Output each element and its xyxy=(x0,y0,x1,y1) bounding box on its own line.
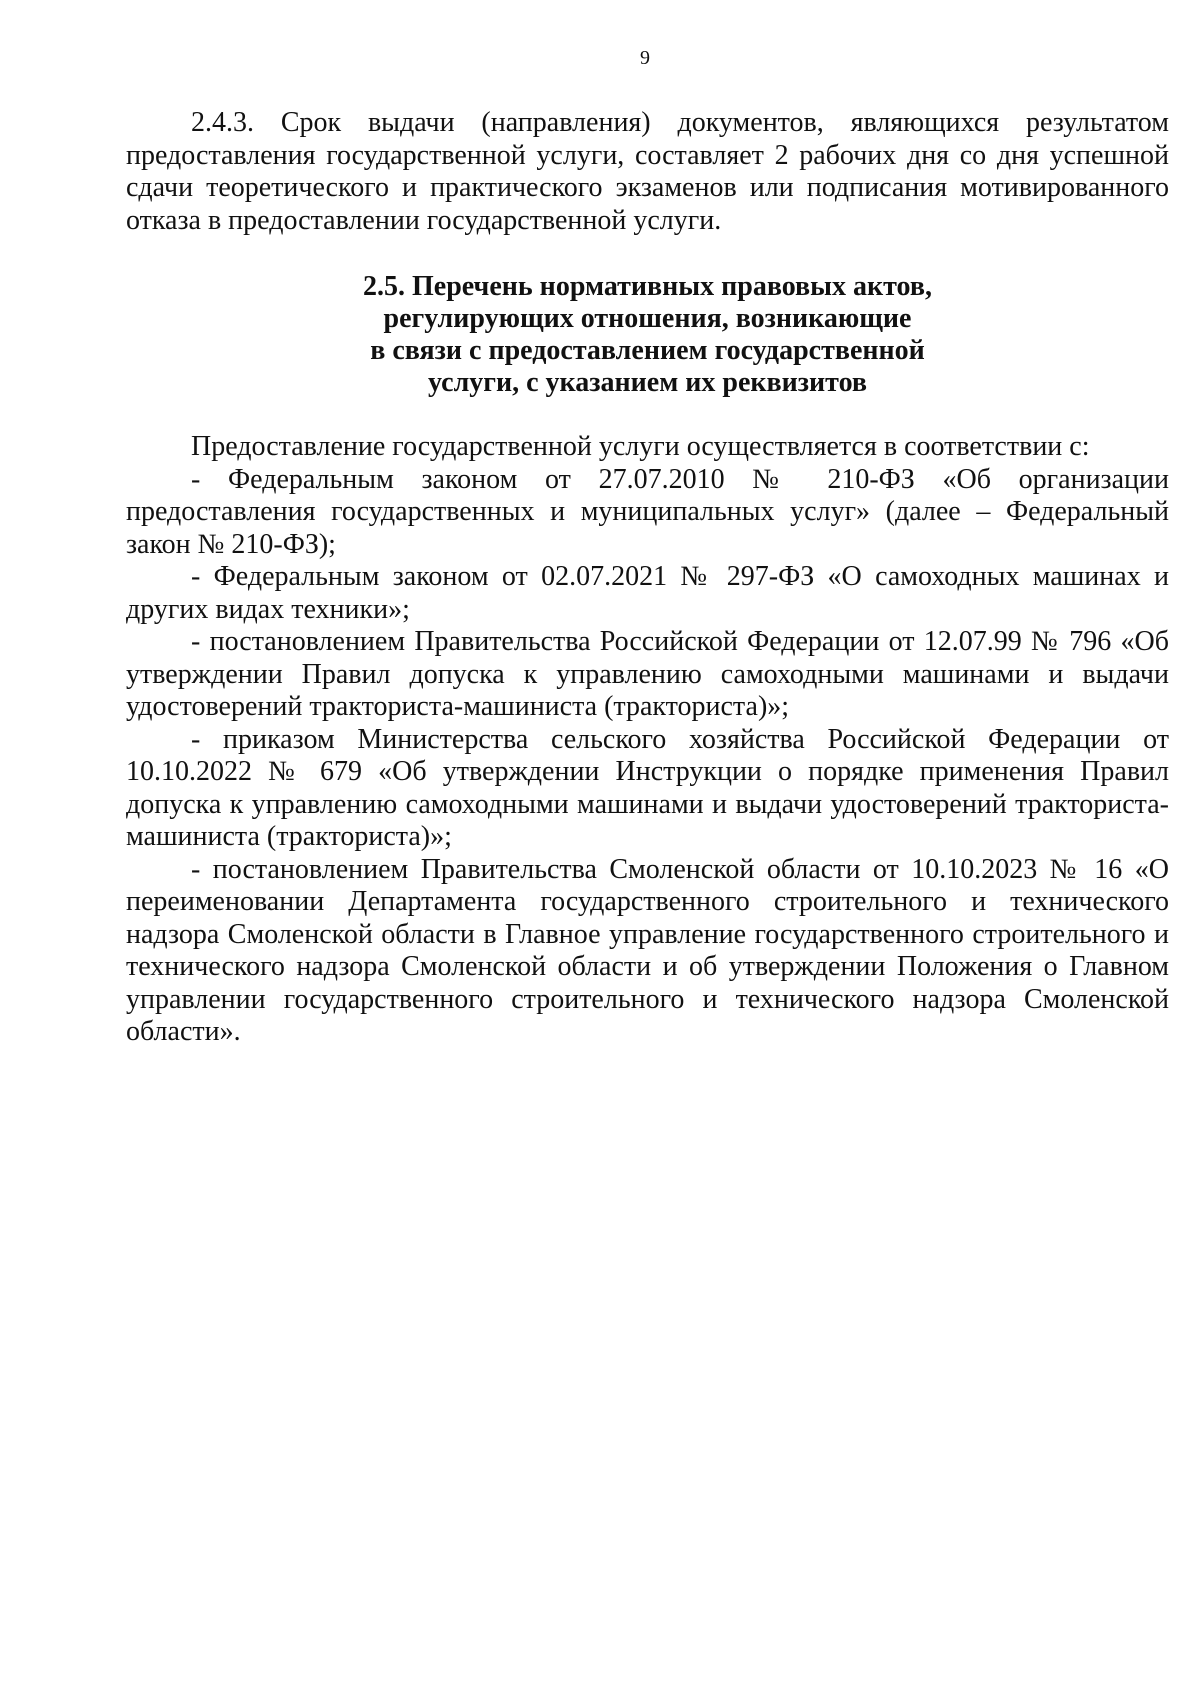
list-item: - приказом Министерства сельского хозяйства Российской Федерации от 10.10.2022 № 679 «Об утверждении Инструкции о порядке применения Правил допуска к управлению самоходными машинами и выдачи удостоверений тракториста-машиниста (тракториста)»; xyxy=(126,723,1169,852)
page-number: 9 xyxy=(640,47,650,69)
page-body xyxy=(126,107,1169,1049)
list-item: - Федеральным законом от 27.07.2010 № 210-ФЗ «Об организации предоставления государственных и муниципальных услуг» (далее – Федеральный закон № 210-ФЗ); xyxy=(126,463,1169,560)
paragraph-2-4-3: 2.4.3. Срок выдачи (направления) документов, являющихся результатом предоставления государственной услуги, составляет 2 рабочих дня со дня успешной сдачи теоретического и практического экзаменов или подписания мотивированного отказа в предоставлении государственной услуги. xyxy=(126,107,1169,236)
section-title-line: 2.5. Перечень нормативных правовых актов, xyxy=(363,271,932,302)
list-item: - Федеральным законом от 02.07.2021 № 297-ФЗ «О самоходных машинах и других видах техники»; xyxy=(126,561,1169,625)
list-item: - постановлением Правительства Российской Федерации от 12.07.99 № 796 «Об утверждении Правил допуска к управлению самоходными машинами и выдачи удостоверений тракториста-машиниста (тракториста)»; xyxy=(126,626,1169,722)
section-title-line: регулирующих отношения, возникающие xyxy=(383,303,912,334)
list-item: - постановлением Правительства Смоленской области от 10.10.2023 № 16 «О переименовании Департамента государственного строительного и технического надзора Смоленской области в Главное управление государственного строительного и технического надзора Смоленской области и об утверждении Положения о Главном управлении государственного строительного и технического надзора Смоленской области». xyxy=(126,853,1169,1047)
section-title-line: услуги, с указанием их реквизитов xyxy=(428,367,867,398)
intro-paragraph: Предоставление государственной услуги осуществляется в соответствии с: xyxy=(191,431,1090,462)
section-title-line: в связи с предоставлением государственной xyxy=(370,335,925,366)
section-title xyxy=(126,271,1169,399)
